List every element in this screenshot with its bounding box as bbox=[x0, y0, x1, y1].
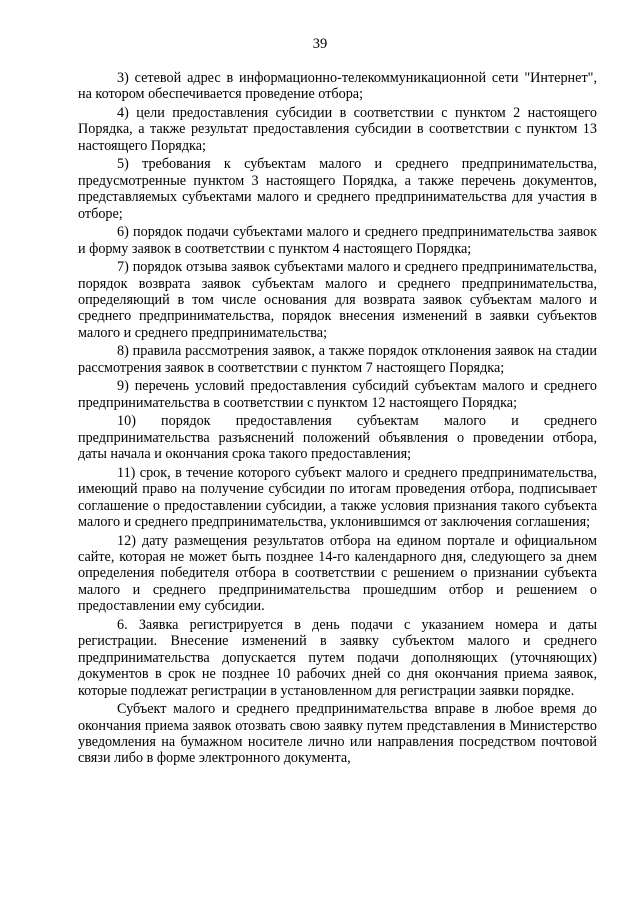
paragraph-item-12: 12) дату размещения результатов отбора на едином портале и официальном сайте, которая не может быть позднее 14-го календарного дня, следующего за днем определения победителя отбора в соответствии с решением о признании субъекта малого и среднего предпринимательства прошедшим отбор и решением о предоставлении ему субсидии. bbox=[78, 532, 597, 615]
page-number: 39 bbox=[312, 36, 328, 52]
paragraph-item-10: 10) порядок предоставления субъектам малого и среднего предпринимательства разъяснений положений объявления о проведении отбора, даты начала и окончания срока такого предоставления; bbox=[78, 413, 597, 463]
paragraph-item-4: 4) цели предоставления субсидии в соответствии с пунктом 2 настоящего Порядка, а также результат предоставления субсидии в соответствии с пунктом 13 настоящего Порядка; bbox=[78, 105, 597, 154]
body-text bbox=[78, 70, 597, 767]
paragraph-item-9: 9) перечень условий предоставления субсидий субъектам малого и среднего предпринимательства в соответствии с пунктом 12 настоящего Порядка; bbox=[78, 378, 597, 411]
paragraph-item-6: 6) порядок подачи субъектами малого и среднего предпринимательства заявок и форму заявок в соответствии с пунктом 4 настоящего Порядка; bbox=[78, 224, 597, 257]
paragraph-item-8: 8) правила рассмотрения заявок, а также порядок отклонения заявок на стадии рассмотрения заявок в соответствии с пунктом 7 настоящего Порядка; bbox=[78, 343, 597, 376]
paragraph-item-7: 7) порядок отзыва заявок субъектами малого и среднего предпринимательства, порядок возврата заявок субъектам малого и среднего предпринимательства, определяющий в том числе основания для возврата заявок субъектам малого и среднего предпринимательства, порядок внесения изменений в заявки субъектов малого и среднего предпринимательства; bbox=[78, 259, 597, 341]
paragraph-withdrawal: Субъект малого и среднего предпринимательства вправе в любое время до окончания приема заявок отозвать свою заявку путем представления в Министерство уведомления на бумажном носителе лично или направления посредством почтовой связи либо в форме электронного документа, bbox=[78, 701, 597, 767]
paragraph-item-5: 5) требования к субъектам малого и среднего предпринимательства, предусмотренные пунктом 3 настоящего Порядка, а также перечень документов, представляемых субъектами малого и среднего предпринимательства для участия в отборе; bbox=[78, 156, 597, 222]
paragraph-section-6: 6. Заявка регистрируется в день подачи с указанием номера и даты регистрации. Внесение изменений в заявку субъектом малого и среднего предпринимательства допускается путем подачи дополняющих (уточняющих) документов в срок не позднее 10 рабочих дней со дня окончания приема заявок, которые подлежат регистрации в установленном для регистрации заявки порядке. bbox=[78, 616, 597, 699]
paragraph-item-3: 3) сетевой адрес в информационно-телекоммуникационной сети "Интернет", на котором обеспечивается проведение отбора; bbox=[78, 70, 597, 103]
paragraph-item-11: 11) срок, в течение которого субъект малого и среднего предпринимательства, имеющий право на получение субсидии по итогам проведения отбора, подписывает соглашение о предоставлении субсидии, а также условия признания такого субъекта малого и среднего предпринимательства, уклонившимся от заключения соглашения; bbox=[78, 464, 597, 531]
